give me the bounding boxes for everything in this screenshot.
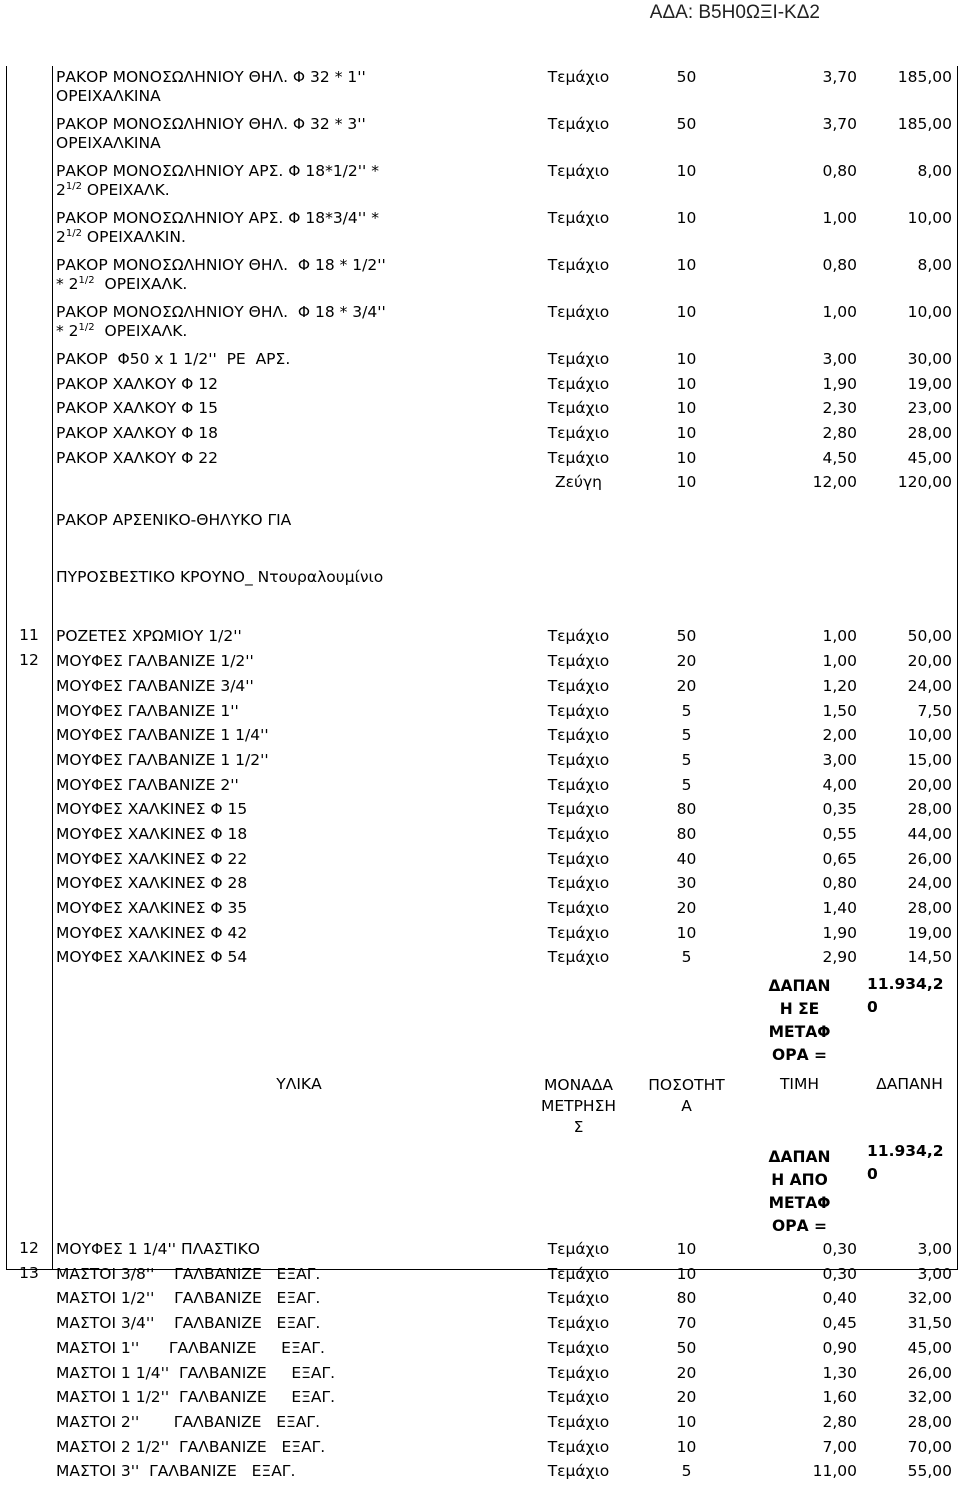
item-description [52,160,516,207]
table-section-c [6,471,952,625]
unit-of-measure: Τεμάχιο [547,399,610,418]
quantity: 5 [681,701,692,720]
item-description: ΜΑΣΤΟΙ 2'' ΓΑΛΒΑΝΙΖΕ ΕΞΑΓ. [56,1412,320,1431]
quantity: 50 [676,68,697,86]
row-number [6,1386,52,1411]
description-part: * 2 [56,275,79,293]
table-row [6,848,952,873]
table-row [6,625,952,650]
line-total: 31,50 [907,1314,952,1333]
item-description: ΡΑΚΟΡ Φ50 x 1 1/2'' ΡΕ ΑΡΣ. [56,350,291,368]
quantity: 10 [676,1412,697,1431]
line-total: 19,00 [907,923,952,942]
row-number [6,724,52,749]
quantity: 10 [676,424,697,443]
header-materials: ΥΛΙΚΑ [276,1075,322,1094]
description-line: ΠΥΡΟΣΒΕΣΤΙΚΟ ΚΡΟΥΝΟ_ Ντουραλουμίνιο [56,568,384,587]
unit-of-measure: Τεμάχιο [547,627,610,646]
unit-price: 0,55 [822,824,857,843]
unit-of-measure: Τεμάχιο [547,1462,610,1481]
unit-price: 2,90 [822,948,857,967]
table-section-d [6,625,952,971]
description-line: ΡΑΚΟΡ ΜΟΝΟΣΩΛΗΝΙΟΥ ΑΡΣ. Φ 18*1/2'' * [56,162,379,180]
row-number [6,774,52,799]
unit-of-measure: Τεμάχιο [547,676,610,695]
table-row [6,1263,952,1288]
brought-forward-row [6,1138,952,1238]
description-line [56,275,516,294]
row-number [6,160,52,207]
quantity: 5 [681,1462,692,1481]
quantity: 5 [681,775,692,794]
table-row [6,1337,952,1362]
unit-of-measure: Τεμάχιο [547,849,610,868]
item-description: ΜΟΥΦΕΣ ΧΑΛΚΙΝΕΣ Φ 54 [56,948,248,967]
line-total: 28,00 [907,899,952,917]
unit-of-measure: Τεμάχιο [547,726,610,745]
quantity: 10 [676,374,697,393]
quantity: 80 [676,1289,697,1308]
unit-of-measure: Τεμάχιο [547,800,610,819]
table-section-a [6,66,952,348]
row-number [6,848,52,873]
row-number [6,1362,52,1387]
quantity: 10 [676,162,697,180]
item-description: ΜΑΣΤΟΙ 2 1/2'' ΓΑΛΒΑΝΙΖΕ ΕΞΑΓ. [56,1437,326,1456]
brought-forward-label: ΔΑΠΑΝ Η ΑΠΟ ΜΕΤΑΦ ΟΡΑ = [768,1148,831,1236]
unit-price: 1,40 [822,899,857,917]
line-total: 8,00 [917,256,952,274]
unit-of-measure: Τεμάχιο [547,350,610,368]
item-description: ΜΟΥΦΕΣ ΓΑΛΒΑΝΙΖΕ 1 1/4'' [56,726,269,745]
row-number [6,113,52,160]
document-ada-code: ΑΔΑ: Β5Η0ΩΞΙ-ΚΔ2 [649,2,820,23]
quantity: 20 [676,899,697,917]
quantity: 80 [676,824,697,843]
table-row [6,1436,952,1461]
unit-price: 0,80 [822,256,857,274]
item-description: ΜΑΣΤΟΙ 3/8'' ΓΑΛΒΑΝΙΖΕ ΕΞΑΓ. [56,1264,321,1283]
item-description [52,471,516,625]
item-description: ΜΑΣΤΟΙ 1 1/2'' ΓΑΛΒΑΝΙΖΕ ΕΞΑΓ. [56,1388,336,1407]
row-number [6,397,52,422]
item-description: ΜΑΣΤΟΙ 1 1/4'' ΓΑΛΒΑΝΙΖΕ ΕΞΑΓ. [56,1363,336,1382]
description-line: ΡΑΚΟΡ ΜΟΝΟΣΩΛΗΝΙΟΥ ΘΗΛ. Φ 32 * 1'' [56,68,366,86]
unit-price: 2,30 [822,399,857,418]
quantity: 10 [676,209,697,227]
line-total: 32,00 [907,1388,952,1407]
line-total: 10,00 [907,303,952,321]
line-total: 14,50 [907,948,952,967]
line-total: 28,00 [907,800,952,819]
unit-of-measure: Τεμάχιο [547,424,610,443]
unit-price: 0,30 [822,1264,857,1283]
row-number: 12 [19,651,39,670]
row-number [6,348,52,373]
row-number: 12 [19,1239,39,1258]
table-row [6,113,952,160]
unit-of-measure: Τεμάχιο [547,303,610,321]
description-line: ΡΑΚΟΡ ΑΡΣΕΝΙΚΟ-ΘΗΛΥΚΟ ΓΙΑ [56,511,292,530]
line-total: 55,00 [907,1462,952,1481]
item-description [52,66,516,113]
line-total: 10,00 [907,209,952,227]
quantity: 10 [676,399,697,418]
unit-of-measure: Τεμάχιο [547,1240,610,1259]
description-part: ΟΡΕΙΧΑΛΚ. [81,181,170,199]
unit-price: 0,45 [822,1314,857,1333]
line-total: 24,00 [907,676,952,695]
unit-of-measure: Τεμάχιο [547,1289,610,1308]
description-line: ΡΑΚΟΡ ΜΟΝΟΣΩΛΗΝΙΟΥ ΘΗΛ. Φ 18 * 3/4'' [56,303,386,321]
table-row [6,1287,952,1312]
item-description: ΜΟΥΦΕΣ ΧΑΛΚΙΝΕΣ Φ 35 [56,899,248,917]
unit-price: 2,80 [822,1412,857,1431]
carry-forward-label: ΔΑΠΑΝ Η ΣΕ ΜΕΤΑΦ ΟΡΑ = [768,977,831,1065]
unit-price: 1,30 [822,1363,857,1382]
table-row [6,373,952,398]
line-total: 23,00 [907,399,952,418]
table-section-e [6,1238,952,1485]
item-description [52,301,516,348]
description-line [56,322,516,341]
row-number [6,922,52,947]
quantity: 10 [676,1240,697,1259]
header-cost: ΔΑΠΑΝΗ [876,1075,943,1094]
unit-of-measure: Τεμάχιο [547,1388,610,1407]
line-total: 8,00 [917,162,952,180]
table-row [6,700,952,725]
table-row [6,1312,952,1337]
unit-price: 1,00 [822,652,857,671]
table-row [6,823,952,848]
header-unit: ΜΟΝΑΔΑ ΜΕΤΡΗΣΗ Σ [540,1076,617,1137]
quantity: 20 [676,676,697,695]
unit-price: 1,00 [822,303,857,321]
fraction-superscript: 1/2 [78,274,95,286]
line-total: 24,00 [907,874,952,893]
column-header-row [6,1067,952,1138]
quantity: 10 [676,473,697,492]
row-number [6,66,52,113]
quantity: 30 [676,874,697,893]
quantity: 50 [676,627,697,646]
item-description: ΡΟΖΕΤΕΣ ΧΡΩΜΙΟΥ 1/2'' [56,627,242,646]
unit-price: 11,00 [812,1462,857,1481]
table-row [6,348,952,373]
item-description: ΜΟΥΦΕΣ 1 1/4'' ΠΛΑΣΤΙΚΟ [56,1240,260,1259]
table-row [6,1386,952,1411]
unit-price: 1,00 [822,209,857,227]
row-number: 13 [19,1263,39,1282]
unit-price: 2,00 [822,726,857,745]
table-row [6,922,952,947]
brought-forward-value: 11.934,2 0 [867,1142,944,1184]
quantity: 80 [676,800,697,819]
table-row [6,397,952,422]
description-part: * 2 [56,322,79,340]
description-line: ΟΡΕΙΧΑΛΚΙΝΑ [56,87,161,105]
table-row [6,301,952,348]
line-total: 26,00 [907,1363,952,1382]
item-description: ΡΑΚΟΡ ΧΑΛΚΟΥ Φ 22 [56,448,219,467]
quantity: 20 [676,652,697,671]
table-row [6,1460,952,1485]
quantity: 50 [676,115,697,133]
header-quantity: ΠΟΣΟΤΗΤ Α [648,1076,725,1116]
unit-price: 1,90 [822,923,857,942]
unit-price: 1,50 [822,701,857,720]
row-number [6,1312,52,1337]
table-row [6,1362,952,1387]
item-description: ΜΟΥΦΕΣ ΧΑΛΚΙΝΕΣ Φ 15 [56,800,248,819]
quantity: 10 [676,923,697,942]
table-row [6,422,952,447]
item-description: ΜΟΥΦΕΣ ΧΑΛΚΙΝΕΣ Φ 22 [56,849,248,868]
unit-of-measure: Τεμάχιο [547,1412,610,1431]
unit-price: 3,00 [822,350,857,368]
line-total: 26,00 [907,849,952,868]
quantity: 10 [676,1264,697,1283]
item-description: ΜΟΥΦΕΣ ΓΑΛΒΑΝΙΖΕ 3/4'' [56,676,254,695]
line-total: 7,50 [917,701,952,720]
line-total: 28,00 [907,424,952,443]
unit-price: 0,90 [822,1338,857,1357]
unit-price: 1,60 [822,1388,857,1407]
row-number [6,254,52,301]
unit-of-measure: Τεμάχιο [547,448,610,467]
quantity: 10 [676,350,697,368]
row-number [6,471,52,625]
quantity: 10 [676,1437,697,1456]
row-number [6,1460,52,1485]
unit-price: 12,00 [812,473,857,492]
table-row [6,897,952,922]
row-number [6,1287,52,1312]
unit-of-measure: Τεμάχιο [547,209,610,227]
line-total: 50,00 [907,627,952,646]
line-total: 15,00 [907,750,952,769]
line-total: 20,00 [907,775,952,794]
line-total: 185,00 [897,115,952,133]
unit-price: 0,65 [822,849,857,868]
description-part: ΟΡΕΙΧΑΛΚ. [94,322,188,340]
description-part: ΟΡΕΙΧΑΛΚΙΝ. [81,228,186,246]
row-number [6,897,52,922]
item-description: ΡΑΚΟΡ ΧΑΛΚΟΥ Φ 18 [56,424,219,443]
materials-table [6,66,952,1485]
header-price: ΤΙΜΗ [779,1075,820,1094]
unit-of-measure: Τεμάχιο [547,256,610,274]
unit-of-measure: Τεμάχιο [547,1437,610,1456]
quantity: 70 [676,1314,697,1333]
description-line: ΡΑΚΟΡ ΜΟΝΟΣΩΛΗΝΙΟΥ ΑΡΣ. Φ 18*3/4'' * [56,209,379,227]
line-total: 10,00 [907,726,952,745]
row-number [6,1436,52,1461]
row-number [6,447,52,472]
item-description: ΜΟΥΦΕΣ ΧΑΛΚΙΝΕΣ Φ 18 [56,824,248,843]
description-line: ΡΑΚΟΡ ΜΟΝΟΣΩΛΗΝΙΟΥ ΘΗΛ. Φ 32 * 3'' [56,115,366,133]
line-total: 45,00 [907,448,952,467]
table-row [6,471,952,625]
unit-of-measure: Τεμάχιο [547,701,610,720]
item-description: ΜΟΥΦΕΣ ΓΑΛΒΑΝΙΖΕ 1/2'' [56,652,254,671]
line-total: 28,00 [907,1412,952,1431]
table-row [6,447,952,472]
quantity: 10 [676,303,697,321]
fraction-superscript: 1/2 [78,321,95,333]
quantity: 40 [676,849,697,868]
description-part: ΟΡΕΙΧΑΛΚ. [94,275,188,293]
unit-of-measure: Τεμάχιο [547,652,610,671]
unit-of-measure: Τεμάχιο [547,68,610,86]
unit-of-measure: Τεμάχιο [547,750,610,769]
row-number [6,749,52,774]
item-description: ΡΑΚΟΡ ΧΑΛΚΟΥ Φ 12 [56,374,219,393]
item-description [52,254,516,301]
quantity: 10 [676,448,697,467]
unit-price: 3,70 [822,68,857,86]
table-row [6,675,952,700]
table-row [6,872,952,897]
unit-of-measure: Τεμάχιο [547,1363,610,1382]
item-description [52,207,516,254]
quantity: 5 [681,750,692,769]
unit-price: 3,00 [822,750,857,769]
carry-forward-row [6,971,952,1067]
unit-of-measure: Τεμάχιο [547,374,610,393]
line-total: 3,00 [917,1240,952,1259]
fraction-superscript: 1/2 [65,180,82,192]
table-border-right [957,66,958,1270]
line-total: 20,00 [907,652,952,671]
unit-price: 4,50 [822,448,857,467]
unit-price: 1,90 [822,374,857,393]
row-number [6,373,52,398]
row-number [6,422,52,447]
unit-price: 0,35 [822,800,857,819]
table-row [6,724,952,749]
unit-price: 0,30 [822,1240,857,1259]
unit-of-measure: Τεμάχιο [547,775,610,794]
quantity: 20 [676,1363,697,1382]
item-description: ΜΟΥΦΕΣ ΓΑΛΒΑΝΙΖΕ 1 1/2'' [56,750,269,769]
line-total: 3,00 [917,1264,952,1283]
row-number [6,301,52,348]
description-line [56,228,516,247]
unit-price: 0,80 [822,162,857,180]
line-total: 32,00 [907,1289,952,1308]
table-row [6,1238,952,1263]
table-row [6,798,952,823]
line-total: 70,00 [907,1437,952,1456]
line-total: 30,00 [907,350,952,368]
carry-forward-value: 11.934,2 0 [867,975,944,1017]
description-line: ΡΑΚΟΡ ΜΟΝΟΣΩΛΗΝΙΟΥ ΘΗΛ. Φ 18 * 1/2'' [56,256,386,274]
unit-price: 7,00 [822,1437,857,1456]
unit-of-measure: Τεμάχιο [547,115,610,133]
line-total: 45,00 [907,1338,952,1357]
line-total: 120,00 [897,473,952,492]
table-row [6,66,952,113]
description-part: 2 [56,228,66,246]
unit-of-measure: Τεμάχιο [547,1338,610,1357]
table-row [6,207,952,254]
unit-price: 4,00 [822,775,857,794]
unit-of-measure: Τεμάχιο [547,1314,610,1333]
item-description [52,113,516,160]
item-description: ΜΟΥΦΕΣ ΧΑΛΚΙΝΕΣ Φ 42 [56,923,248,942]
table-row [6,946,952,971]
unit-of-measure: Τεμάχιο [547,899,610,917]
unit-of-measure: Τεμάχιο [547,923,610,942]
quantity: 5 [681,726,692,745]
table-row [6,749,952,774]
quantity: 20 [676,1388,697,1407]
quantity: 50 [676,1338,697,1357]
description-line [56,181,516,200]
item-description: ΜΑΣΤΟΙ 1'' ΓΑΛΒΑΝΙΖΕ ΕΞΑΓ. [56,1338,325,1357]
unit-of-measure: Τεμάχιο [547,948,610,967]
item-description: ΜΑΣΤΟΙ 1/2'' ΓΑΛΒΑΝΙΖΕ ΕΞΑΓ. [56,1289,321,1308]
line-total: 44,00 [907,824,952,843]
unit-of-measure: Τεμάχιο [547,824,610,843]
unit-price: 1,20 [822,676,857,695]
row-number [6,207,52,254]
item-description: ΡΑΚΟΡ ΧΑΛΚΟΥ Φ 15 [56,399,219,418]
fraction-superscript: 1/2 [65,227,82,239]
summary-section [6,971,952,1238]
row-number: 11 [19,626,39,645]
row-number [6,946,52,971]
item-description: ΜΑΣΤΟΙ 3'' ΓΑΛΒΑΝΙΖΕ ΕΞΑΓ. [56,1462,296,1481]
row-number [6,872,52,897]
item-description: ΜΟΥΦΕΣ ΓΑΛΒΑΝΙΖΕ 1'' [56,701,239,720]
row-number [6,798,52,823]
unit-price: 0,80 [822,874,857,893]
unit-price: 0,40 [822,1289,857,1308]
table-row [6,254,952,301]
row-number [6,700,52,725]
row-number [6,1411,52,1436]
unit-price: 1,00 [822,627,857,646]
table-row [6,160,952,207]
unit-of-measure: Τεμάχιο [547,1264,610,1283]
description-part: 2 [56,181,66,199]
unit-price: 2,80 [822,424,857,443]
unit-of-measure: Ζεύγη [555,473,602,492]
unit-of-measure: Τεμάχιο [547,874,610,893]
item-description: ΜΟΥΦΕΣ ΧΑΛΚΙΝΕΣ Φ 28 [56,874,248,893]
quantity: 5 [681,948,692,967]
line-total: 19,00 [907,374,952,393]
row-number [6,675,52,700]
line-total: 185,00 [897,68,952,86]
table-row [6,1411,952,1436]
row-number [6,823,52,848]
description-line: ΟΡΕΙΧΑΛΚΙΝΑ [56,134,161,152]
unit-price: 3,70 [822,115,857,133]
row-number [6,1337,52,1362]
table-section-b [6,348,952,471]
item-description: ΜΑΣΤΟΙ 3/4'' ΓΑΛΒΑΝΙΖΕ ΕΞΑΓ. [56,1314,321,1333]
table-row [6,774,952,799]
quantity: 10 [676,256,697,274]
item-description: ΜΟΥΦΕΣ ΓΑΛΒΑΝΙΖΕ 2'' [56,775,239,794]
unit-of-measure: Τεμάχιο [547,162,610,180]
table-row [6,650,952,675]
